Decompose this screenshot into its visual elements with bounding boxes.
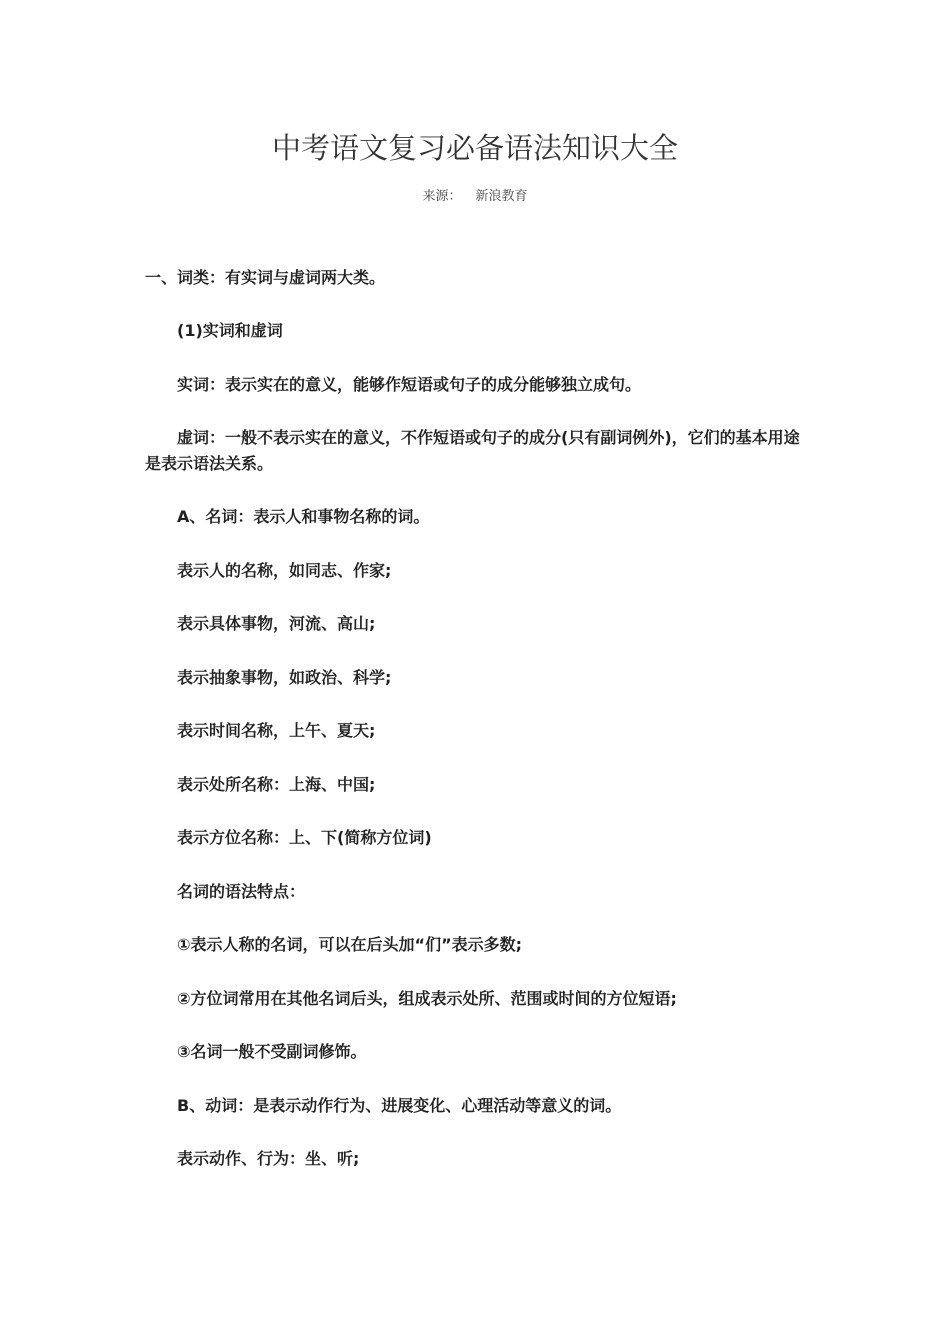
paragraph: 名词的语法特点： [177, 882, 306, 901]
paragraph: 表示具体事物，河流、高山; [177, 614, 376, 633]
paragraph: 表示处所名称：上海、中国; [177, 775, 376, 794]
document-source [0, 187, 950, 207]
source-label: 来源： [422, 189, 462, 204]
paragraph: 虚词：一般不表示实在的意义，不作短语或句子的成分(只有副词例外)，它们的基本用途是表示语法关系。 [145, 428, 800, 473]
document-title: 中考语文复习必备语法知识大全 [271, 131, 678, 165]
paragraph: 表示人的名称，如同志、作家; [177, 561, 392, 580]
paragraph: 实词：表示实在的意义，能够作短语或句子的成分能够独立成句。 [177, 375, 642, 394]
source-value: 新浪教育 [475, 189, 528, 204]
paragraph-heading-word-classes: 一、词类：有实词与虚词两大类。 [145, 268, 386, 287]
paragraph: ①表示人称的名词，可以在后头加“们”表示多数; [177, 935, 522, 954]
paragraph: B、动词：是表示动作行为、进展变化、心理活动等意义的词。 [177, 1096, 622, 1115]
paragraph-subheading: (1)实词和虚词 [177, 321, 283, 340]
paragraph: 表示动作、行为：坐、听; [177, 1149, 360, 1168]
paragraph: 表示方位名称：上、下(简称方位词) [177, 828, 432, 847]
paragraph: A、名词：表示人和事物名称的词。 [177, 507, 430, 526]
paragraph: ③名词一般不受副词修饰。 [177, 1042, 367, 1061]
paragraph: 表示时间名称，上午、夏天; [177, 721, 376, 740]
paragraph: ②方位词常用在其他名词后头，组成表示处所、范围或时间的方位短语; [177, 989, 677, 1008]
paragraph: 表示抽象事物，如政治、科学; [177, 668, 392, 687]
